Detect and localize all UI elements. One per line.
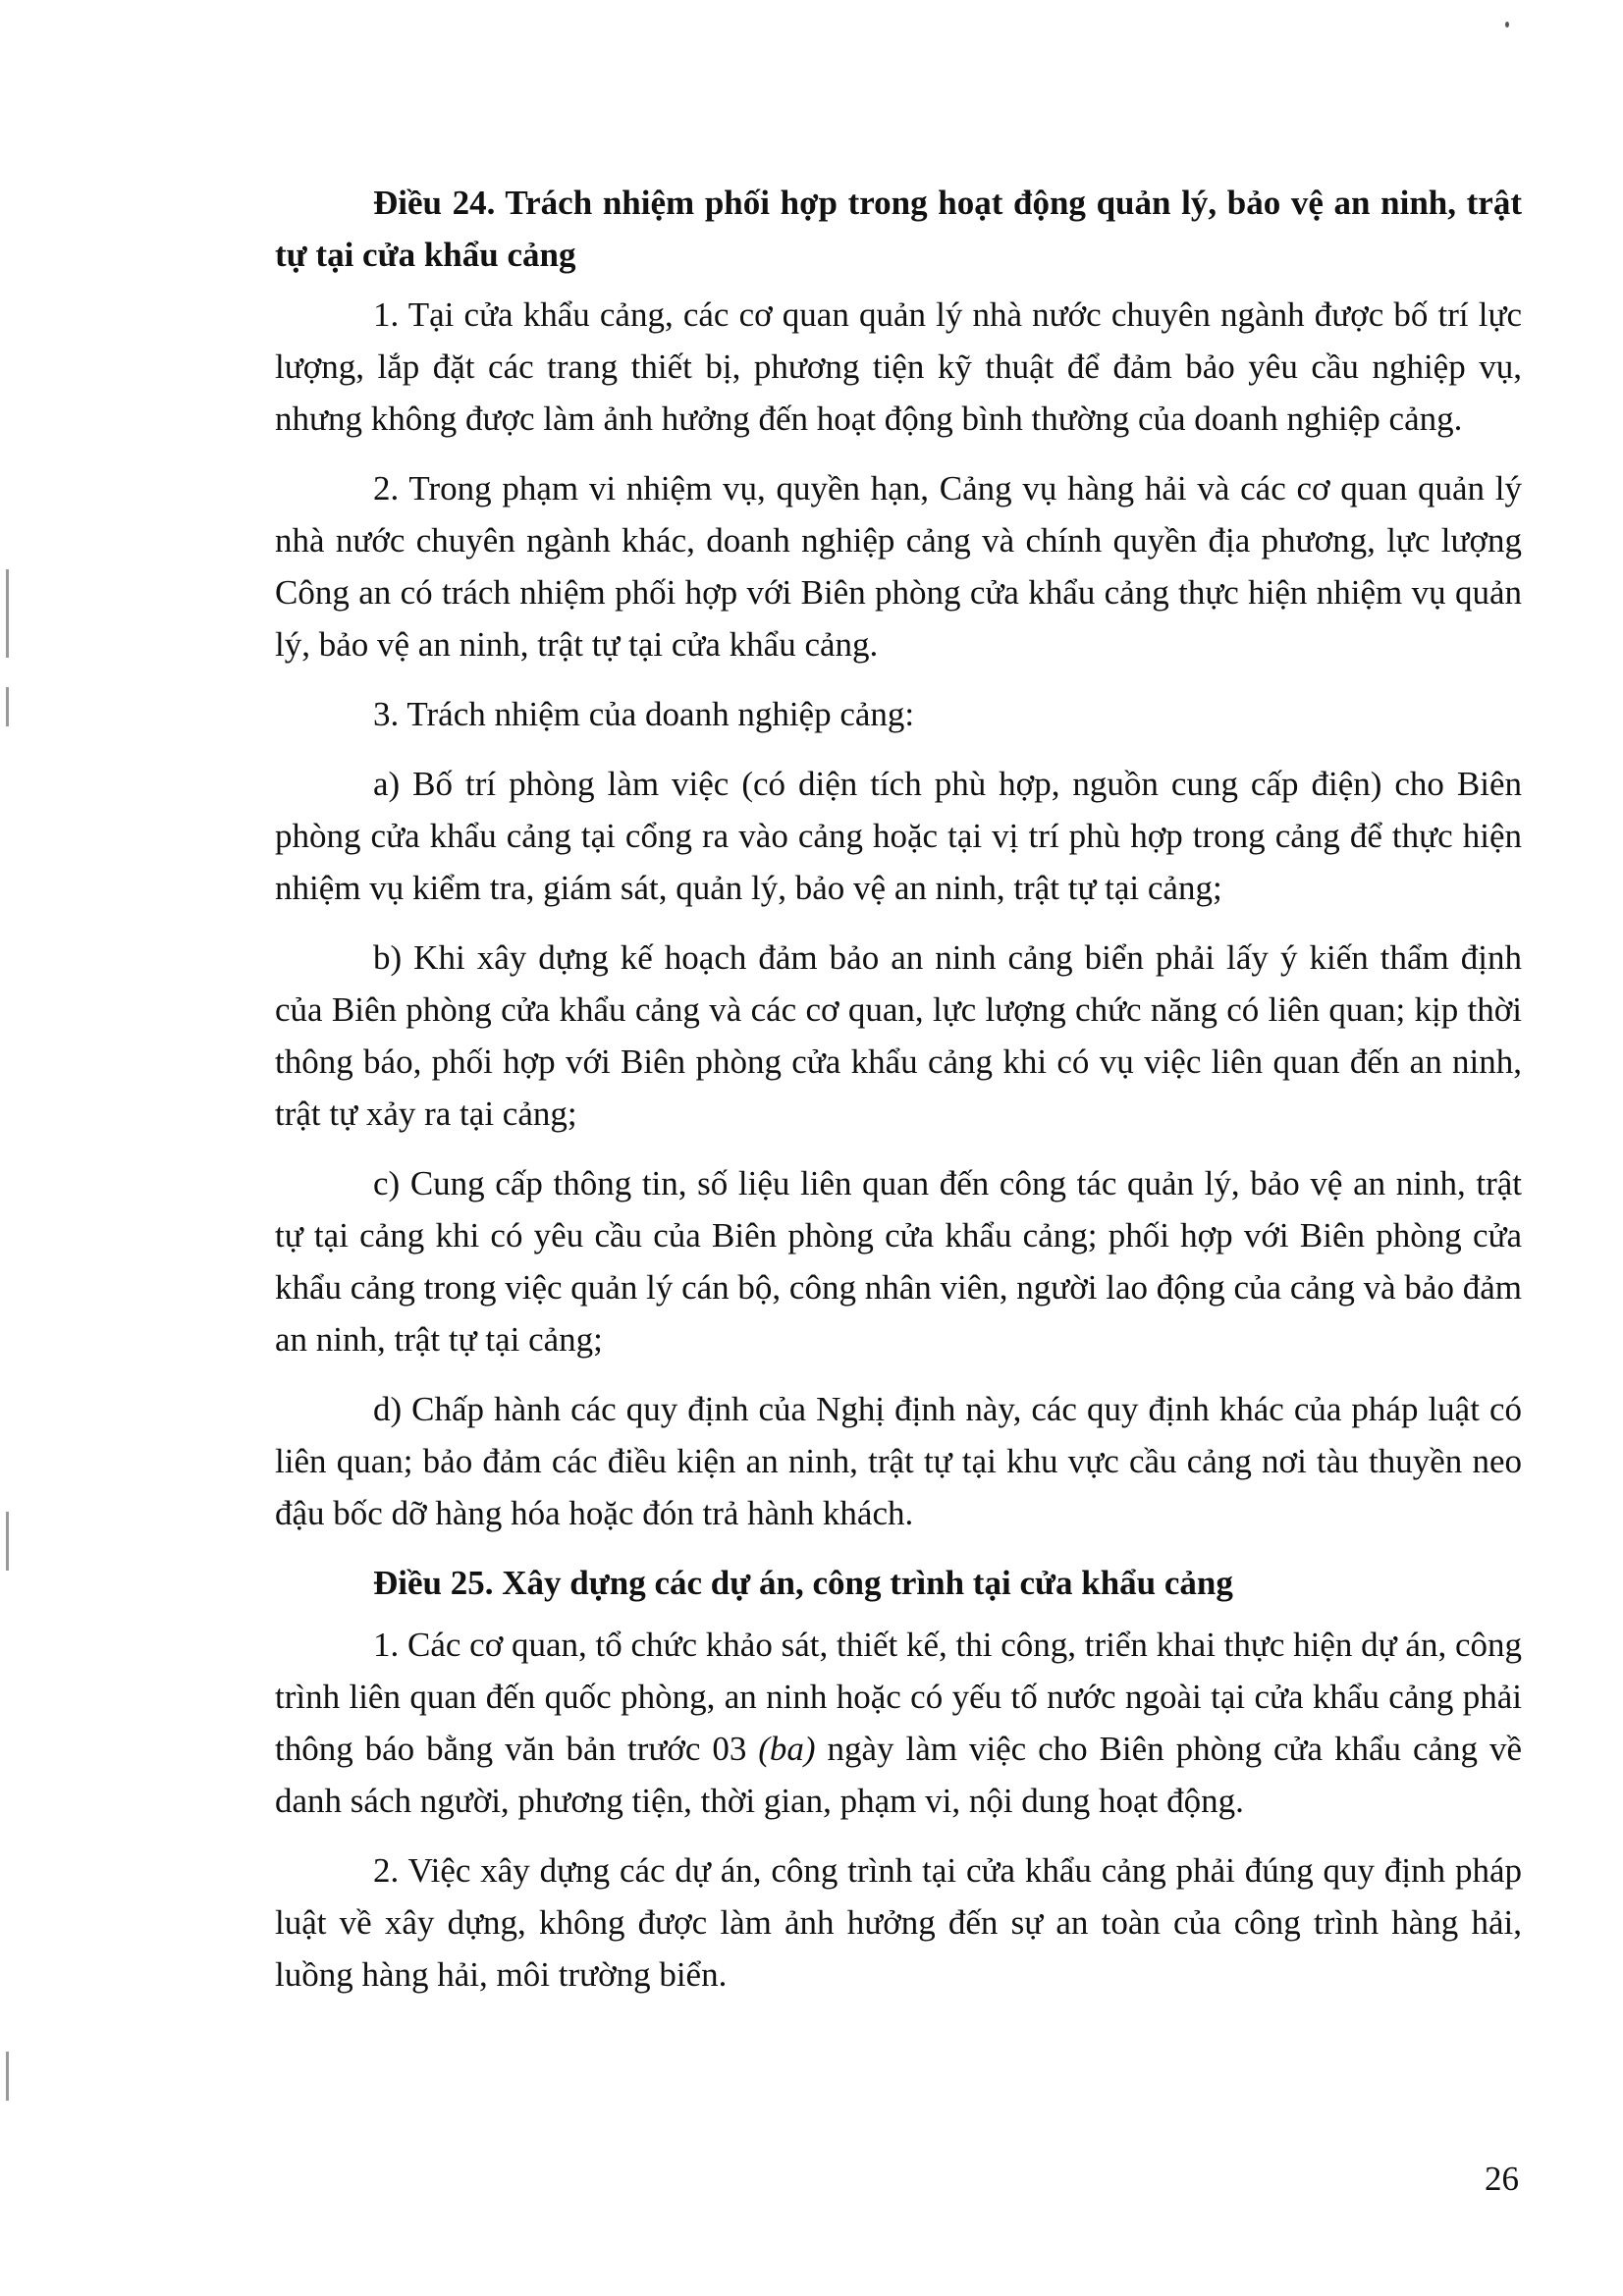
article-24-point-b: b) Khi xây dựng kế hoạch đảm bảo an ninh cảng biển phải lấy ý kiến thẩm định của Biên phòng cửa khẩu cảng và các cơ quan, lực lượng chức năng có liên quan; kịp thời thông báo, phối hợp với Biên phòng cửa khẩu cảng khi có vụ việc liên quan đến an ninh, trật tự xảy ra tại cảng; [275, 938, 1522, 1133]
scan-edge-mark [6, 2052, 9, 2101]
scan-edge-mark [6, 687, 9, 726]
article-25-heading: Điều 25. Xây dựng các dự án, công trình tại cửa khẩu cảng [373, 1564, 1233, 1602]
document-page [275, 177, 1522, 2018]
article-24-clause-3: 3. Trách nhiệm của doanh nghiệp cảng: [373, 695, 915, 733]
article-25-clause-1-italic: (ba) [758, 1730, 816, 1768]
article-25-clause-1-start: 1. Các cơ quan, tổ chức khảo sát, thiết kế, thi công, triển khai thực hiện dự án, công trình liên quan đến quốc phòng, an ninh hoặc có yếu tố nước ngoài tại cửa khẩu cảng phải thông báo bằng văn bản trước 03 [275, 1626, 1522, 1768]
page-number: 26 [1485, 2160, 1519, 2198]
article-24-clause-1: 1. Tại cửa khẩu cảng, các cơ quan quản lý nhà nước chuyên ngành được bố trí lực lượng, lắp đặt các trang thiết bị, phương tiện kỹ thuật để đảm bảo yêu cầu nghiệp vụ, nhưng không được làm ảnh hưởng đến hoạt động bình thường của doanh nghiệp cảng. [275, 295, 1522, 438]
scan-edge-mark [6, 1512, 9, 1571]
article-24-point-d: d) Chấp hành các quy định của Nghị định này, các quy định khác của pháp luật có liên quan; bảo đảm các điều kiện an ninh, trật tự tại khu vực cầu cảng nơi tàu thuyền neo đậu bốc dỡ hàng hóa hoặc đón trả hành khách. [275, 1390, 1522, 1532]
article-25-clause-1 [275, 1619, 1522, 1827]
article-24-point-c: c) Cung cấp thông tin, số liệu liên quan đến công tác quản lý, bảo vệ an ninh, trật tự tại cảng khi có yêu cầu của Biên phòng cửa khẩu cảng; phối hợp với Biên phòng cửa khẩu cảng trong việc quản lý cán bộ, công nhân viên, người lao động của cảng và bảo đảm an ninh, trật tự tại cảng; [275, 1164, 1522, 1359]
scan-edge-mark [6, 569, 9, 658]
article-24-point-a: a) Bố trí phòng làm việc (có diện tích phù hợp, nguồn cung cấp điện) cho Biên phòng cửa khẩu cảng tại cổng ra vào cảng hoặc tại vị trí phù hợp trong cảng để thực hiện nhiệm vụ kiểm tra, giám sát, quản lý, bảo vệ an ninh, trật tự tại cảng; [275, 765, 1522, 907]
article-25-clause-1-end: ngày làm việc cho Biên phòng cửa khẩu cảng về danh sách người, phương tiện, thời gian, phạm vi, nội dung hoạt động. [275, 1730, 1522, 1820]
article-24-clause-2: 2. Trong phạm vi nhiệm vụ, quyền hạn, Cảng vụ hàng hải và các cơ quan quản lý nhà nước chuyên ngành khác, doanh nghiệp cảng và chính quyền địa phương, lực lượng Công an có trách nhiệm phối hợp với Biên phòng cửa khẩu cảng thực hiện nhiệm vụ quản lý, bảo vệ an ninh, trật tự tại cửa khẩu cảng. [275, 469, 1522, 664]
article-24-heading: Điều 24. Trách nhiệm phối hợp trong hoạt động quản lý, bảo vệ an ninh, trật tự tại cửa khẩu cảng [275, 184, 1522, 274]
article-25-clause-2: 2. Việc xây dựng các dự án, công trình tại cửa khẩu cảng phải đúng quy định pháp luật về xây dựng, không được làm ảnh hưởng đến sự an toàn của công trình hàng hải, luồng hàng hải, môi trường biển. [275, 1851, 1522, 1994]
scan-speck [1505, 22, 1509, 27]
